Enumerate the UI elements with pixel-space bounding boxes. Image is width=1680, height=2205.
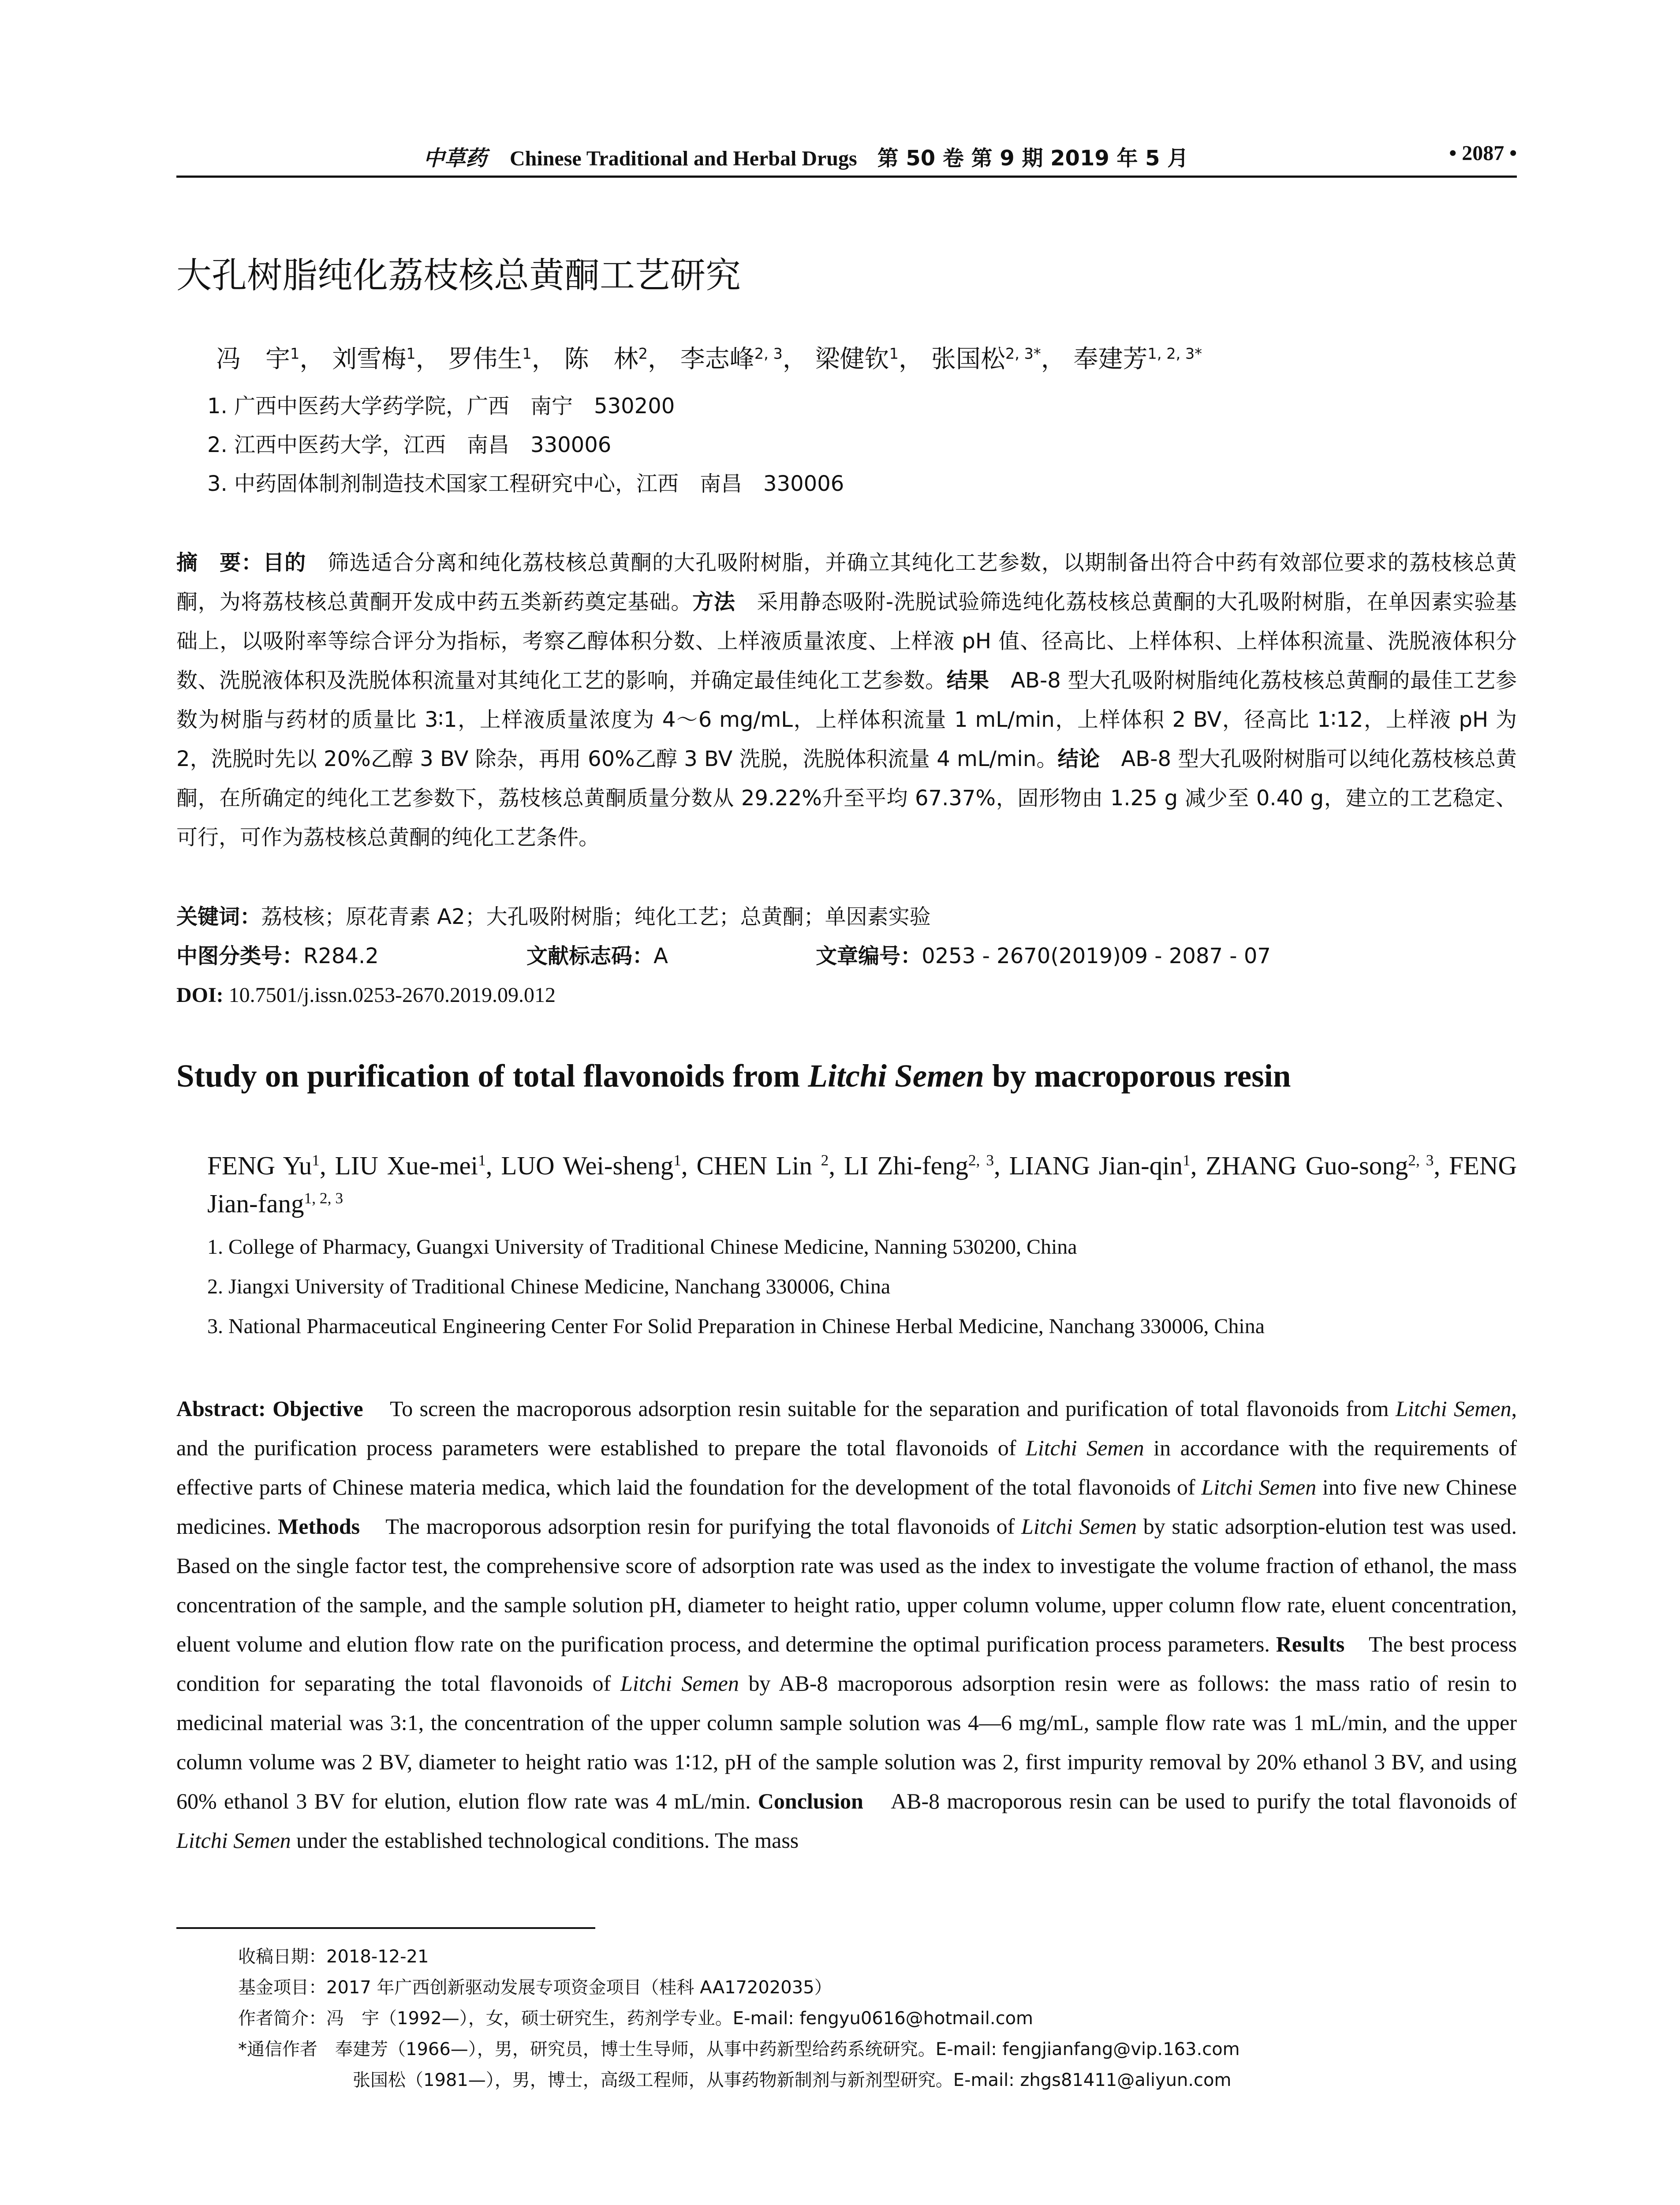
- doi-line: [176, 975, 1517, 1015]
- en-author: ZHANG Guo-song: [1206, 1151, 1408, 1180]
- species-name: Litchi Semen: [176, 1828, 291, 1853]
- clc-item: [176, 944, 449, 968]
- en-author-sup: 1: [312, 1151, 320, 1169]
- en-results-label: Results: [1276, 1632, 1345, 1656]
- en-methods-label: Methods: [277, 1514, 360, 1539]
- cn-keywords-text: 荔枝核；原花青素 A2；大孔吸附树脂；纯化工艺；总黄酮；单因素实验: [261, 904, 931, 929]
- species-name: Litchi Semen: [1395, 1396, 1512, 1421]
- cn-author: 梁健钦: [815, 345, 889, 374]
- en-authors: FENG Yu$^1$, LIU Xue-mei$^1$, LUO Wei-sheng$^1$, CHEN Lin $^2$, LI Zhi-feng$^{2, 3}$, LIANG Jian-qin$^1$, ZHANG Guo-song$^{2, 3}$, FENG Jian-fang$^{1, 2, 3}$: [207, 1151, 1517, 1218]
- cn-objective-text: 筛选适合分离和纯化荔枝核总黄酮的大孔吸附树脂，并确立其纯化工艺参数，以期制备出符合中药有效部位要求的荔枝核总黄酮，为将荔枝核总黄酮开发成中药五类新药奠定基础。: [176, 550, 1517, 614]
- cn-abstract: [176, 543, 1517, 857]
- cn-author-sup: 1: [290, 345, 300, 363]
- cn-author: 奉建芳: [1073, 345, 1148, 374]
- footnote-received: 收稿日期：2018-12-21: [238, 1947, 429, 1967]
- cn-results-text: AB-8 型大孔吸附树脂纯化荔枝核总黄酮的最佳工艺参数为树脂与药材的质量比 3∶1，上样液质量浓度为 4～6 mg/mL，上样体积流量 1 mL/min，上样体积 2 BV，径高比 1∶12，上样液 pH 为 2，洗脱时先以 20%乙醇 3 BV 除杂，再用 60%乙醇 3 BV 洗脱，洗脱体积流量 4 mL/min。: [176, 668, 1517, 771]
- en-author-sup: 2, 3: [1408, 1151, 1434, 1169]
- clc-label: 中图分类号：: [176, 944, 304, 968]
- cn-title: 大孔树脂纯化荔枝核总黄酮工艺研究: [176, 255, 741, 296]
- doi-value: 10.7501/j.issn.0253-2670.2019.09.012: [228, 983, 556, 1007]
- en-author: FENG Yu: [207, 1151, 312, 1180]
- footnote-author: 作者简介：冯 宇（1992—），女，硕士研究生，药剂学专业。E-mail: fengyu0616@hotmail.com: [238, 2008, 1034, 2029]
- article-no-value: 0253 - 2670(2019)09 - 2087 - 07: [922, 944, 1271, 968]
- cn-authors: 冯 宇$^1$， 刘雪梅$^1$， 罗伟生$^1$， 陈 林$^2$， 李志峰$^{2, 3}$， 梁健钦$^1$， 张国松$^{2, 3*}$， 奉建芳$^{1, 2, 3*}$: [216, 345, 1202, 374]
- cn-author-sup: 1: [522, 345, 532, 363]
- doc-code-label: 文献标志码：: [526, 944, 654, 968]
- article-no-item: [816, 944, 1341, 968]
- header-journal: [423, 141, 1188, 172]
- footnote-fund: 基金项目：2017 年广西创新驱动发展专项资金项目（桂科 AA17202035）: [238, 1977, 832, 1998]
- footnote-rule: [176, 1927, 595, 1929]
- cn-keywords-label: 关键词：: [176, 904, 261, 929]
- species-name: Litchi Semen: [1026, 1435, 1144, 1460]
- species-name: Litchi Semen: [1201, 1475, 1317, 1499]
- header-rule: [176, 176, 1517, 178]
- en-abstract-label: Abstract:: [176, 1396, 273, 1421]
- cn-results-label: 结果: [946, 668, 989, 693]
- en-conclusion-label: Conclusion: [758, 1789, 863, 1813]
- footnote-corresponding-2: 张国松（1981—），男，博士，高级工程师，从事药物新制剂与新剂型研究。E-mail: zhgs81411@aliyun.com: [353, 2070, 1232, 2090]
- en-author-sup: 1: [1183, 1151, 1191, 1169]
- en-methods-text: The macroporous adsorption resin for purifying the total flavonoids of Litchi Semen by static adsorption-elution test was used. Based on the single factor test, the comprehensive score of adsorption rate was used as the index to investigate the volume fraction of ethanol, the mass concentration of the sample, and the sample solution pH, diameter to height ratio, upper column volume, upper column flow rate, eluent concentration, eluent volume and elution flow rate on the purification process, and determine the optimal purification process parameters.: [176, 1514, 1517, 1656]
- cn-keywords: [176, 897, 1517, 937]
- cn-affiliation: 2. 江西中医药大学，江西 南昌 330006: [207, 433, 612, 457]
- en-objective-text: To screen the macroporous adsorption resin suitable for the separation and purification of total flavonoids from Litchi Semen, and the purification process parameters were established to prepare the total flavonoids of Litchi Semen in accordance with the requirements of effective parts of Chinese materia medica, which laid the foundation for the development of the total flavonoids of Litchi Semen into five new Chinese medicines.: [176, 1396, 1517, 1539]
- cn-methods-text: 采用静态吸附-洗脱试验筛选纯化荔枝核总黄酮的大孔吸附树脂，在单因素实验基础上，以吸附率等综合评分为指标，考察乙醇体积分数、上样液质量浓度、上样液 pH 值、径高比、上样体积、上样体积流量、洗脱液体积分数、洗脱液体积及洗脱体积流量对其纯化工艺的影响，并确定最佳纯化工艺参数。: [176, 590, 1517, 693]
- doc-code-value: A: [653, 944, 668, 968]
- cn-author: 罗伟生: [448, 345, 523, 374]
- en-conclusion-text: AB-8 macroporous resin can be used to purify the total flavonoids of Litchi Semen under the established technological conditions. The mass: [176, 1789, 1517, 1853]
- en-author-sup: 1: [478, 1151, 486, 1169]
- cn-author-sup: 1: [889, 345, 899, 363]
- en-affiliation: 2. Jiangxi University of Traditional Chinese Medicine, Nanchang 330006, China: [207, 1275, 891, 1298]
- en-author: LIU Xue-mei: [335, 1151, 478, 1180]
- cn-author: 陈 林: [564, 345, 638, 374]
- cn-abstract-label: 摘 要：: [176, 550, 263, 575]
- running-header: [176, 141, 1517, 176]
- article-no-label: 文章编号：: [816, 944, 922, 968]
- en-objective-label: Objective: [273, 1396, 363, 1421]
- en-affiliation: 3. National Pharmaceutical Engineering Center For Solid Preparation in Chinese Herbal Medicine, Nanchang 330006, China: [207, 1315, 1265, 1338]
- en-results-text: The best process condition for separating the total flavonoids of Litchi Semen by AB-8 macroporous adsorption resin were as follows: the mass ratio of resin to medicinal material was 3:1, the concentration of the upper column sample solution was 4—6 mg/mL, sample flow rate was 1 mL/min, and the upper column volume was 2 BV, diameter to height ratio was 1∶12, pH of the sample solution was 2, first impurity removal by 20% ethanol 3 BV, and using 60% ethanol 3 BV for elution, elution flow rate was 4 mL/min.: [176, 1632, 1517, 1813]
- journal-issue: 第 50 卷 第 9 期 2019 年 5 月: [877, 146, 1189, 171]
- species-name: Litchi Semen: [620, 1671, 739, 1696]
- cn-conclusion-text: AB-8 型大孔吸附树脂可以纯化荔枝核总黄酮，在所确定的纯化工艺参数下，荔枝核总黄酮质量分数从 29.22%升至平均 67.37%，固形物由 1.25 g 减少至 0.40 g，建立的工艺稳定、可行，可作为荔枝核总黄酮的纯化工艺条件。: [176, 747, 1517, 850]
- cn-author-sup: 1, 2, 3*: [1147, 345, 1202, 363]
- cn-author-sup: 2, 3: [754, 345, 783, 363]
- cn-author-sup: 1: [406, 345, 416, 363]
- cn-author: 张国松: [931, 345, 1005, 374]
- en-author: CHEN Lin: [696, 1151, 821, 1180]
- en-author-sup: 1, 2, 3: [304, 1189, 343, 1207]
- en-title-italic: Litchi Semen: [808, 1058, 984, 1094]
- doc-code-item: [526, 944, 739, 968]
- en-title-after: by macroporous resin: [984, 1058, 1291, 1094]
- page-number: • 2087 •: [1449, 142, 1517, 165]
- journal-logo: 中草药: [423, 146, 487, 171]
- cn-author: 刘雪梅: [332, 345, 407, 374]
- en-author-sup: 2, 3: [968, 1151, 994, 1169]
- cn-objective-label: 目的: [263, 550, 306, 575]
- en-author: LUO Wei-sheng: [501, 1151, 674, 1180]
- clc-value: R284.2: [303, 944, 379, 968]
- species-name: Litchi Semen: [1021, 1514, 1137, 1539]
- en-affiliation: 1. College of Pharmacy, Guangxi University of Traditional Chinese Medicine, Nanning 530200, China: [207, 1235, 1077, 1259]
- cn-affiliation: 1. 广西中医药大学药学院，广西 南宁 530200: [207, 394, 675, 419]
- en-author: LIANG Jian-qin: [1009, 1151, 1183, 1180]
- en-title-before: Study on purification of total flavonoids from: [176, 1058, 808, 1094]
- cn-author: 冯 宇: [216, 345, 290, 374]
- cn-author: 李志峰: [680, 345, 754, 374]
- en-title: [176, 1058, 1291, 1095]
- journal-name: Chinese Traditional and Herbal Drugs: [510, 147, 857, 170]
- doi-label: DOI:: [176, 983, 224, 1007]
- cn-classification: [176, 937, 1517, 976]
- cn-author-sup: 2, 3*: [1005, 345, 1041, 363]
- cn-author-sup: 2: [638, 345, 648, 363]
- cn-methods-label: 方法: [692, 590, 735, 614]
- en-author-sup: 1: [673, 1151, 681, 1169]
- en-author: LI Zhi-feng: [844, 1151, 968, 1180]
- cn-affiliation: 3. 中药固体制剂制造技术国家工程研究中心，江西 南昌 330006: [207, 471, 844, 496]
- en-author-sup: 2: [821, 1151, 829, 1169]
- cn-conclusion-label: 结论: [1057, 747, 1100, 771]
- footnote-corresponding-1: *通信作者 奉建芳（1966—），男，研究员，博士生导师，从事中药新型给药系统研究。E-mail: fengjianfang@vip.163.com: [238, 2039, 1240, 2059]
- en-abstract: [176, 1389, 1517, 1860]
- en-author: FENG Jian-fang: [207, 1151, 1517, 1218]
